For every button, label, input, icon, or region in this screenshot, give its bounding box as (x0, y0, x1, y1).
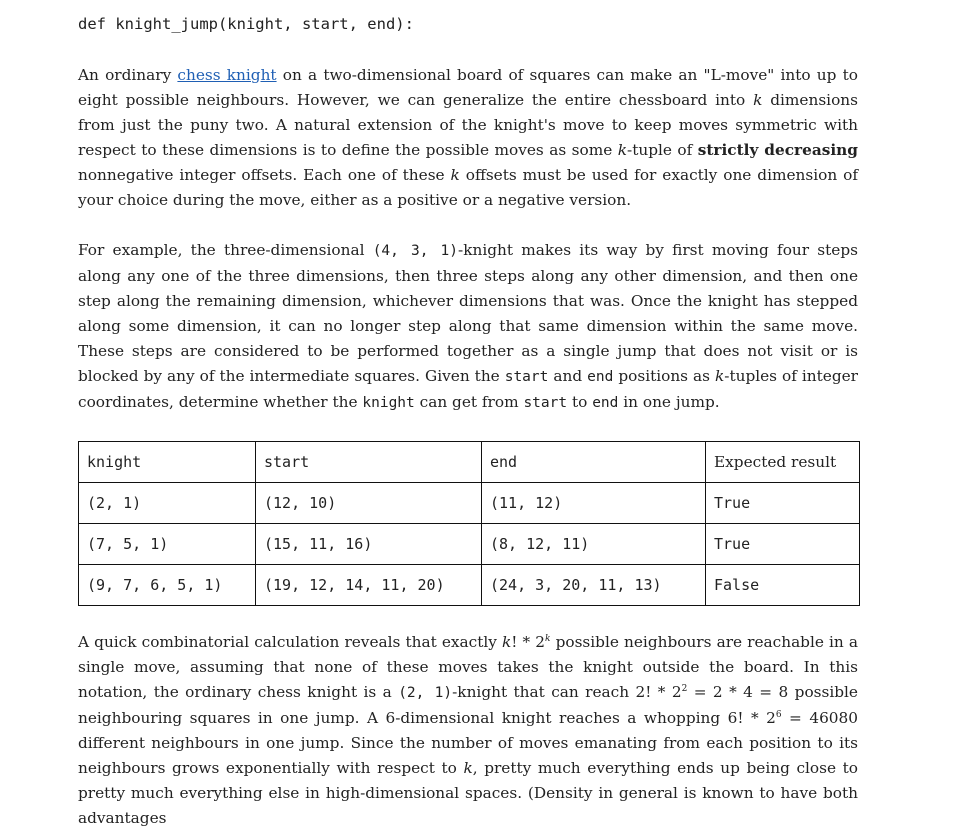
table-row (79, 565, 860, 606)
superscript-k: k (545, 633, 551, 644)
text-fragment: = 2 * 4 = 8 possible neighbouring squares in one jump. A 6-dimensional knight reaches a whopping 6! * 2 (78, 683, 858, 727)
document-page (78, 0, 858, 831)
combinatorics-paragraph (78, 630, 858, 831)
text-fragment: can get from (414, 393, 524, 411)
code-start: start (523, 395, 568, 411)
examples-table (78, 441, 860, 606)
text-fragment: to (567, 393, 593, 411)
cell-expected: True (706, 524, 860, 565)
text-fragment: , pretty much everything ends up being close to pretty much everything else in high-dimensional spaces. (Density in general is known to have both advantages (78, 759, 858, 827)
code-knight: knight (362, 395, 415, 411)
cell-expected: True (706, 483, 860, 524)
chess-knight-link[interactable]: chess knight (177, 66, 277, 84)
variable-k: k (463, 759, 473, 777)
cell-end: (11, 12) (482, 483, 706, 524)
text-fragment: on a two-dimensional board of squares can make an "L-move" into up to eight possible neighbours. However, we can generalize the entire chessboard into (78, 66, 858, 109)
text-fragment: An ordinary (78, 66, 178, 84)
header-start: start (256, 442, 482, 483)
code-start: start (504, 369, 549, 385)
code-end: end (592, 395, 619, 411)
text-fragment: nonnegative integer offsets. Each one of these (78, 166, 451, 184)
example-paragraph (78, 238, 858, 416)
table-row (79, 483, 860, 524)
text-fragment: possible neighbours are reachable in a single move, assuming that none of these moves takes the knight outside the board. In this notation, the ordinary chess knight is a (78, 633, 858, 701)
header-expected-result: Expected result (706, 442, 860, 483)
superscript-2: 2 (681, 683, 688, 694)
variable-k: k (450, 166, 460, 184)
text-fragment: = 46080 different neighbours in one jump. Since the number of moves emanating from each position to its neighbours grows exponentially with respect to (78, 709, 858, 777)
text-fragment: For example, the three-dimensional (78, 241, 373, 259)
text-fragment: positions as (613, 367, 715, 385)
variable-k: k (715, 367, 725, 385)
code-end: end (587, 369, 614, 385)
cell-expected: False (706, 565, 860, 606)
text-fragment: -knight makes its way by first moving four steps along any one of the three dimensions, then three steps along any other dimension, and then one step along the remaining dimension, whichever dimensions that was. Once the knight has stepped along some dimension, it can no longer step along that same dimension within the same move. These steps are considered to be performed together as a single jump that does not visit or is blocked by any of the intermediate squares. Given the (78, 241, 859, 385)
text-fragment: -knight that can reach 2! * 2 (452, 683, 682, 701)
cell-end: (24, 3, 20, 11, 13) (482, 565, 706, 606)
text-fragment: ! * 2 (511, 633, 546, 651)
text-fragment: -tuples of integer coordinates, determine whether the (78, 367, 858, 411)
cell-start: (12, 10) (256, 483, 482, 524)
text-fragment: and (548, 367, 588, 385)
variable-k: k (617, 141, 628, 159)
code-chess-knight: (2, 1) (398, 685, 453, 701)
text-fragment: dimensions from just the puny two. A natural extension of the knight's move to keep moves symmetric with respect to these dimensions is to define the possible moves as some (78, 91, 858, 159)
cell-end: (8, 12, 11) (482, 524, 706, 565)
text-fragment: -tuple of (627, 141, 698, 159)
cell-knight: (2, 1) (79, 483, 256, 524)
cell-knight: (7, 5, 1) (79, 524, 256, 565)
text-fragment: in one jump. (618, 393, 720, 411)
superscript-6: 6 (775, 709, 782, 720)
text-fragment: offsets must be used for exactly one dimension of your choice during the move, either as a positive or a negative version. (78, 166, 858, 209)
text-fragment: A quick combinatorial calculation reveals that exactly (78, 633, 502, 651)
header-end: end (482, 442, 706, 483)
emphasis-strictly-decreasing: strictly decreasing (697, 141, 858, 159)
table-header-row (79, 442, 860, 483)
intro-paragraph (78, 63, 858, 213)
cell-start: (15, 11, 16) (256, 524, 482, 565)
cell-start: (19, 12, 14, 11, 20) (256, 565, 482, 606)
function-signature: def knight_jump(knight, start, end): (78, 15, 414, 33)
variable-k: k (502, 633, 512, 651)
header-knight: knight (79, 442, 256, 483)
table-row (79, 524, 860, 565)
variable-k: k (753, 91, 763, 109)
cell-knight: (9, 7, 6, 5, 1) (79, 565, 256, 606)
code-knight-tuple: (4, 3, 1) (372, 243, 459, 259)
